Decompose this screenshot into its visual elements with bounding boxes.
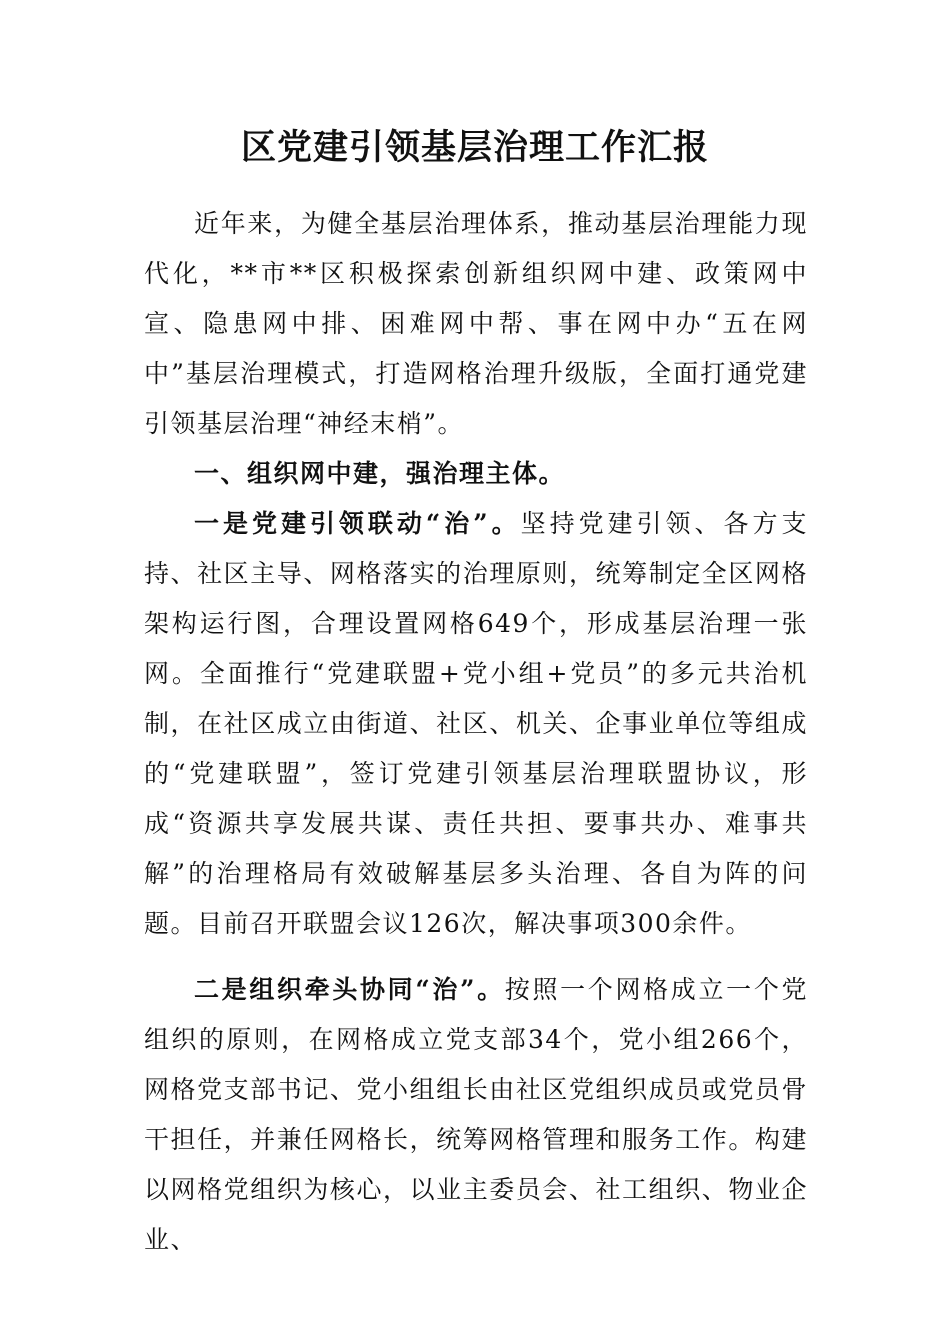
paragraph-gap: [144, 949, 808, 965]
item-body: 按照一个网格成立一个党组织的原则，在网格成立党支部34个，党小组266个，网格党支部书记、党小组组长由社区党组织成员或党员骨干担任，并兼任网格长，统筹网格管理和服务工作。构建以网格党组织为核心，以业主委员会、社工组织、物业企业、: [144, 975, 808, 1254]
intro-paragraph: 近年来，为健全基层治理体系，推动基层治理能力现代化，**市**区积极探索创新组织网中建、政策网中宣、隐患网中排、困难网中帮、事在网中办“五在网中”基层治理模式，打造网格治理升级版，全面打通党建引领基层治理“神经末梢”。: [144, 209, 808, 438]
item-body: 坚持党建引领、各方支持、社区主导、网格落实的治理原则，统筹制定全区网格架构运行图，合理设置网格649个，形成基层治理一张网。全面推行“党建联盟+党小组+党员”的多元共治机制，在社区成立由街道、社区、机关、企事业单位等组成的“党建联盟”，签订党建引领基层治理联盟协议，形成“资源共享发展共谋、责任共担、要事共办、难事共解”的治理格局有效破解基层多头治理、各自为阵的问题。目前召开联盟会议126次，解决事项300余件。: [144, 509, 808, 938]
item-lead: 一是党建引领联动“治”。: [194, 509, 521, 538]
item-lead: 二是组织牵头协同“治”。: [194, 975, 505, 1004]
section-heading: 一、组织网中建，强治理主体。: [194, 459, 566, 488]
document-title: 区党建引领基层治理工作汇报: [240, 127, 709, 168]
item-paragraph-2: [144, 965, 808, 1265]
item-paragraph-1: [144, 499, 808, 949]
document-body: [144, 199, 808, 1265]
